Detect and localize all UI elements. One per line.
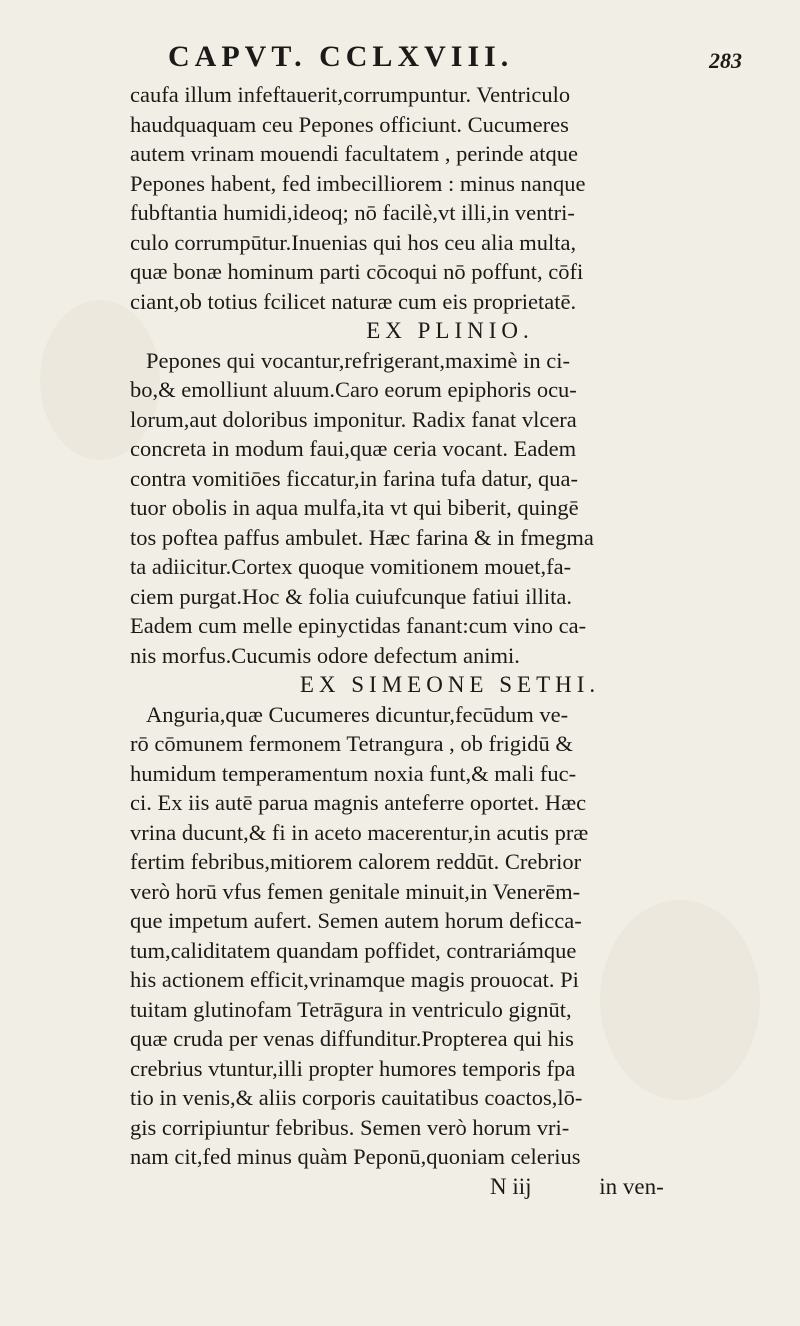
text-line: que impetum aufert. Semen autem horum deficca- xyxy=(130,908,582,933)
text-line: crebrius vtuntur,illi propter humores temporis fpa xyxy=(130,1055,576,1081)
signature-mark: N iij xyxy=(490,1174,532,1199)
text-line: Eadem cum melle epinyctidas fanant:cum vino ca- xyxy=(130,613,587,638)
text-line: caufa illum infeftauerit,corrumpuntur. Ventriculo xyxy=(130,82,571,107)
text-line: quæ cruda per venas diffunditur.Propterea qui his xyxy=(130,1026,574,1051)
text-line: his actionem efficit,vrinamque magis prouocat. Pi xyxy=(130,967,579,992)
text-line: ta adiicitur.Cortex quoque vomitionem mouet,fa- xyxy=(130,554,572,579)
text-line: verò horū vfus femen genitale minuit,in Venerēm- xyxy=(130,878,581,904)
text-line: ci. Ex iis autē parua magnis anteferre oportet. Hæc xyxy=(130,790,587,815)
chapter-title: CAPVT. CCLXVIII. xyxy=(168,40,514,73)
text-line: ciant,ob totius fcilicet naturæ cum eis proprietatē. xyxy=(130,288,577,314)
text-line: concreta in modum faui,quæ ceria vocant. Eadem xyxy=(130,436,577,461)
text-line: culo corrumpūtur.Inuenias qui hos ceu alia multa, xyxy=(130,229,577,255)
text-line: tuitam glutinofam Tetrāgura in ventriculo gignūt, xyxy=(130,996,572,1022)
text-line: nis morfus.Cucumis odore defectum animi. xyxy=(130,642,520,668)
text-line: vrina ducunt,& fi in aceto macerentur,in acutis præ xyxy=(130,819,589,845)
section-heading: EX PLINIO. xyxy=(366,318,534,343)
running-head xyxy=(168,40,760,80)
section-heading: EX SIMEONE SETHI. xyxy=(299,672,601,697)
text-line: nam cit,fed minus quàm Peponū,quoniam celerius xyxy=(130,1144,581,1169)
catchword: in ven- xyxy=(599,1174,664,1199)
text-line: tum,caliditatem quandam poffidet, contrariámque xyxy=(130,937,577,963)
text-line: rō cōmunem fermonem Tetrangura , ob frigidū & xyxy=(130,731,573,756)
text-line: lorum,aut doloribus imponitur. Radix fanat vlcera xyxy=(130,406,577,432)
text-line: autem vrinam mouendi facultatem , perinde atque xyxy=(130,141,578,166)
text-line: contra vomitiōes ficcatur,in farina tufa datur, qua- xyxy=(130,465,579,491)
text-block xyxy=(130,80,770,1172)
text-line: tio in venis,& aliis corporis cauitatibus coactos,lō- xyxy=(130,1085,583,1110)
text-line: fertim febribus,mitiorem calorem reddūt. Crebrior xyxy=(130,849,582,874)
text-line: quæ bonæ hominum parti cōcoqui nō poffunt, cōfi xyxy=(130,259,584,284)
text-line: tuor obolis in aqua mulfa,ita vt qui biberit, quingē xyxy=(130,495,579,520)
text-line: Anguria,quæ Cucumeres dicuntur,fecūdum ve- xyxy=(146,701,569,727)
text-line: Pepones habent, fed imbecilliorem : minus nanque xyxy=(130,170,586,196)
page-number: 283 xyxy=(709,48,742,73)
text-line: tos poftea paffus ambulet. Hæc farina & in fmegma xyxy=(130,524,594,550)
text-line: ciem purgat.Hoc & folia cuiufcunque fatiui illita. xyxy=(130,583,572,609)
footer-line xyxy=(490,1174,664,1200)
text-line: haudquaquam ceu Pepones officiunt. Cucumeres xyxy=(130,111,569,137)
text-line: gis corripiuntur febribus. Semen verò horum vri- xyxy=(130,1114,570,1140)
text-line: bo,& emolliunt aluum.Caro eorum epiphoris ocu- xyxy=(130,377,577,402)
text-line: Pepones qui vocantur,refrigerant,maximè in ci- xyxy=(146,347,570,373)
text-line: fubftantia humidi,ideoq; nō facilè,vt illi,in ventri- xyxy=(130,200,575,225)
text-line: humidum temperamentum noxia funt,& mali fuc- xyxy=(130,760,577,786)
